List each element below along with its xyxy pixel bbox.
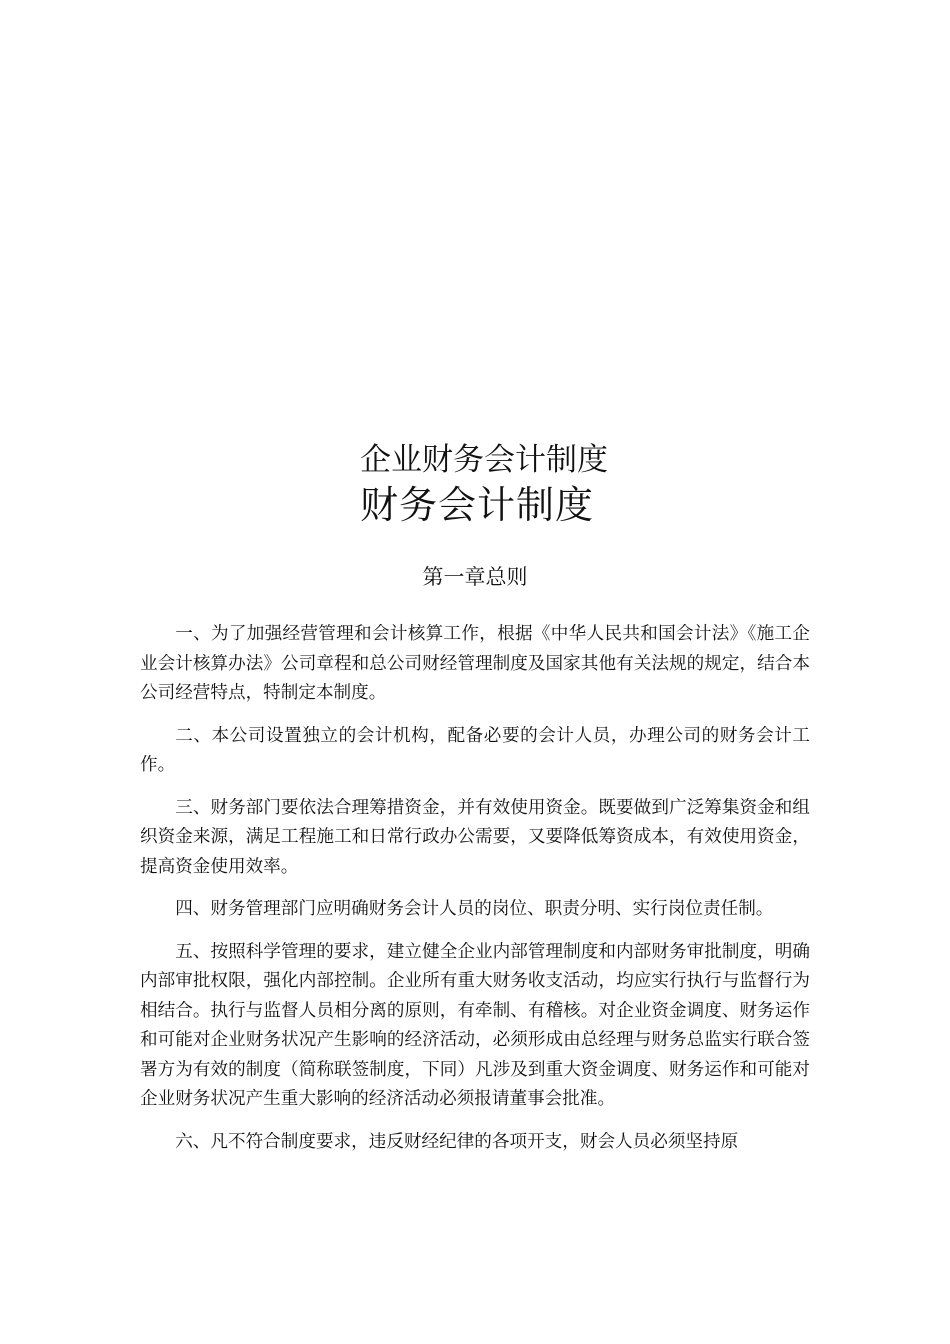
body-text (140, 620, 810, 1170)
document-subtitle: 财务会计制度 (360, 483, 595, 527)
paragraph-5: 五、按照科学管理的要求，建立健全企业内部管理制度和内部财务审批制度，明确内部审批权限，强化内部控制。企业所有重大财务收支活动，均应实行执行与监督行为相结合。执行与监督人员相分离的原则，有牵制、有稽核。对企业资金调度、财务运作和可能对企业财务状况产生影响的经济活动，必须形成由总经理与财务总监实行联合签署方为有效的制度（简称联签制度，下同）凡涉及到重大资金调度、财务运作和可能对企业财务状况产生重大影响的经济活动必须报请董事会批准。 (140, 941, 810, 1109)
paragraph-6: 六、凡不符合制度要求，违反财经纪律的各项开支，财会人员必须坚持原 (175, 1131, 739, 1152)
title-block (360, 438, 760, 528)
paragraph-1: 一、为了加强经营管理和会计核算工作，根据《中华人民共和国会计法》《施工企业会计核算办法》公司章程和总公司财经管理制度及国家其他有关法规的规定，结合本公司经营特点，特制定本制度。 (140, 624, 810, 703)
chapter-heading: 第一章总则 (422, 565, 528, 589)
paragraph-2: 二、本公司设置独立的会计机构，配备必要的会计人员，办理公司的财务会计工作。 (140, 725, 810, 775)
paragraph-3: 三、财务部门要依法合理筹措资金，并有效使用资金。既要做到广泛筹集资金和组织资金来源，满足工程施工和日常行政办公需要，又要降低筹资成本，有效使用资金，提高资金使用效率。 (140, 797, 810, 877)
paragraph-4: 四、财务管理部门应明确财务会计人员的岗位、职责分明、实行岗位责任制。 (175, 899, 774, 919)
document-title: 企业财务会计制度 (360, 442, 608, 478)
